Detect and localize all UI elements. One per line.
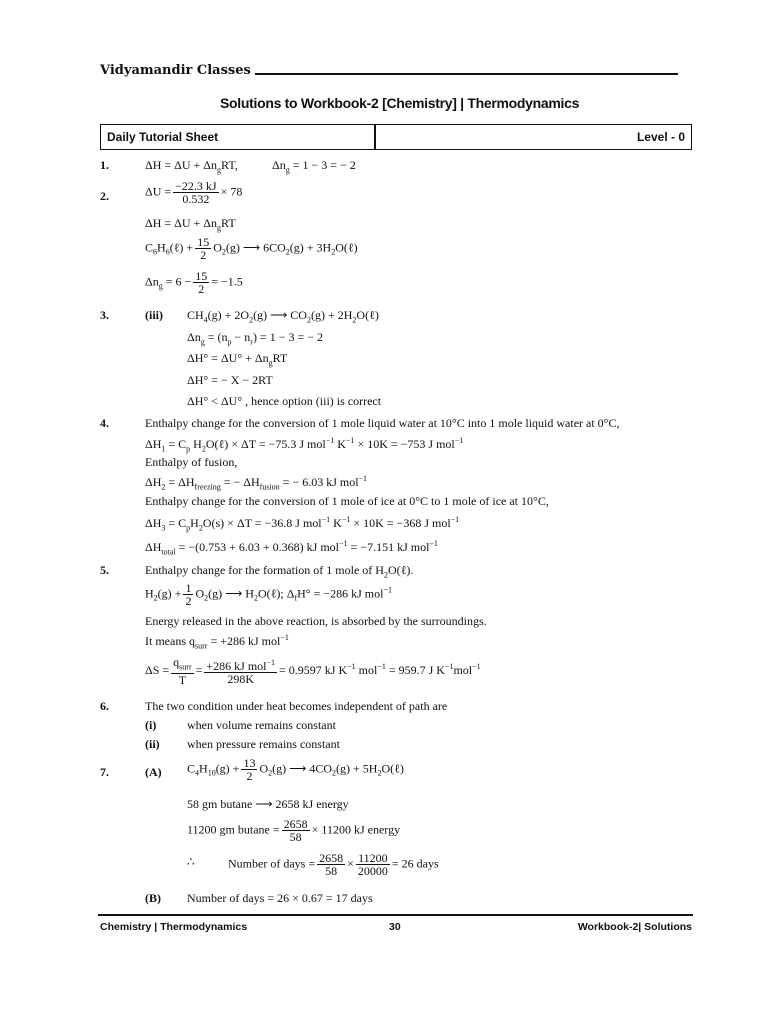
option-label: (A) — [145, 765, 162, 779]
q5-line4: It means $q_{surr} = +286$ kJ mol$^{-1}$ — [145, 633, 289, 651]
question-number: 2. — [100, 189, 109, 203]
q7-line2: 58 gm butane ⟶ 2658 kJ energy — [187, 797, 349, 811]
q5-line5: ΔS = $\frac{q_{surr}}{T}$ = $\frac{+286 kJ mol^{-1}}{298K}$ = 0.9597 kJ $K^{-1}$ mol$^{-1}$ = 959.7 J $K^{-1}mol^{-1}$ — [145, 655, 481, 688]
q1-eq1: $\Delta H = \Delta U + \Delta n_gRT$, — [145, 158, 238, 175]
footer-right: Workbook-2| Solutions — [577, 921, 692, 933]
footer-rule — [98, 914, 693, 916]
q4-line2: $\Delta H_1 = C_p$ $H_2O(\ell) \times \Delta T = -75.3$ J mol$^{-1}$ $K^{-1} \times 10K = -753$ J mol$^{-1}$ — [145, 436, 464, 454]
question-number: 5. — [100, 563, 109, 577]
q6-line1: The two condition under heat becomes independent of path are — [145, 699, 448, 713]
q3-line3: $\Delta H^\circ = \Delta U^\circ + \Delta n_gRT$ — [187, 351, 288, 368]
q5-line3: Energy released in the above reaction, is absorbed by the surroundings. — [145, 614, 487, 628]
option-label: (iii) — [145, 308, 163, 322]
question-number: 7. — [100, 765, 109, 779]
option-label: (i) — [145, 718, 157, 732]
q7-line5: Number of days = 26 × 0.67 = 17 days — [187, 891, 373, 905]
option-label: (B) — [145, 891, 161, 905]
q5-line2: $H_2(g)$ + $\frac{1}{2}$ $O_2(g)$ ⟶ $H_2O(\ell)$; $\Delta_fH^\circ = -286$ kJ mol$^{-1}$ — [145, 581, 392, 608]
question-number: 6. — [100, 699, 109, 713]
page-number: 30 — [389, 921, 401, 933]
q4-line6: $\Delta H_3 = C_pH_2O(s) \times \Delta T = -36.8$ J mol$^{-1}$ $K^{-1} \times 10K = -368$ J mol$^{-1}$ — [145, 515, 460, 533]
q3-line2: $\Delta n_g = (n_p - n_r) = 1 - 3$ = − 2 — [187, 330, 324, 347]
q2-line3: $C_6H_6(\ell)$ + $\frac{15}{2}$ $O_2(g)$ ⟶ $6CO_2(g)$ + $3H_2O(\ell)$ — [145, 235, 358, 262]
q4-line1: Enthalpy change for the conversion of 1 mole liquid water at 10°C into 1 mole liquid water at 0°C, — [145, 416, 620, 430]
q4-line3: Enthalpy of fusion, — [145, 455, 238, 469]
page-title: Solutions to Workbook-2 [Chemistry] | Thermodynamics — [220, 95, 580, 111]
q4-line5: Enthalpy change for the conversion of 1 mole of ice at 0°C to 1 mole of ice at 10°C, — [145, 494, 549, 508]
q7-line4: Number of days = $\frac{2658}{58}$ × $\frac{11200}{20000}$ = 26 days — [228, 851, 439, 878]
therefore-symbol: ∴ — [187, 855, 195, 869]
q6-option2-text: when pressure remains constant — [187, 737, 340, 751]
q3-line5: ΔH° < ΔU° , hence option (iii) is correct — [187, 394, 382, 408]
q4-line7: $\Delta H_{total} = -(0.753 + 6.03 + 0.368)$ kJ mol$^{-1}$ = −7.151 kJ mol$^{-1}$ — [145, 539, 438, 557]
q2-line4: $\Delta n_g = 6$ − $\frac{15}{2}$ = −1.5 — [145, 269, 243, 296]
question-number: 3. — [100, 308, 109, 322]
question-number: 1. — [100, 158, 109, 172]
q7-line3: 11200 gm butane = $\frac{2658}{58}$ × 11200 kJ energy — [187, 817, 401, 844]
q2-line1: ΔU = $\frac{-22.3 kJ}{0.532}$ × 78 — [145, 179, 243, 206]
daily-tutorial-label: Daily Tutorial Sheet — [107, 130, 219, 144]
footer-left: Chemistry | Thermodynamics — [100, 921, 248, 933]
q6-option1-text: when volume remains constant — [187, 718, 336, 732]
q7-line1: $C_4H_{10}(g)$ + $\frac{13}{2}$ $O_2(g)$ ⟶ $4CO_2(g)$ + $5H_2O(\ell)$ — [187, 756, 404, 783]
level-label: Level - 0 — [636, 130, 685, 144]
q3-line1: $CH_4(g) + 2O_2(g)$ ⟶ $CO_2(g)$ + $2H_2O(\ell)$ — [187, 308, 379, 325]
q4-line4: $\Delta H_2 = \Delta H_{freezing}$ = − $\Delta H_{fusion}$ = − 6.03 kJ mol$^{-1}$ — [145, 474, 368, 492]
question-number: 4. — [100, 416, 109, 430]
q2-line2: $\Delta H = \Delta U + \Delta n_gRT$ — [145, 216, 236, 233]
tutorial-sheet-box — [100, 124, 692, 150]
box-divider — [374, 125, 376, 149]
q1-eq2: $\Delta n_g = 1 - 3$ = − 2 — [272, 158, 356, 175]
option-label: (ii) — [145, 737, 160, 751]
q5-line1: Enthalpy change for the formation of 1 mole of $H_2O(\ell)$. — [145, 563, 414, 580]
brand-name: Vidyamandir Classes — [100, 63, 251, 78]
header-rule — [255, 73, 678, 75]
q3-line4: ΔH° = − X − 2RT — [187, 373, 273, 387]
